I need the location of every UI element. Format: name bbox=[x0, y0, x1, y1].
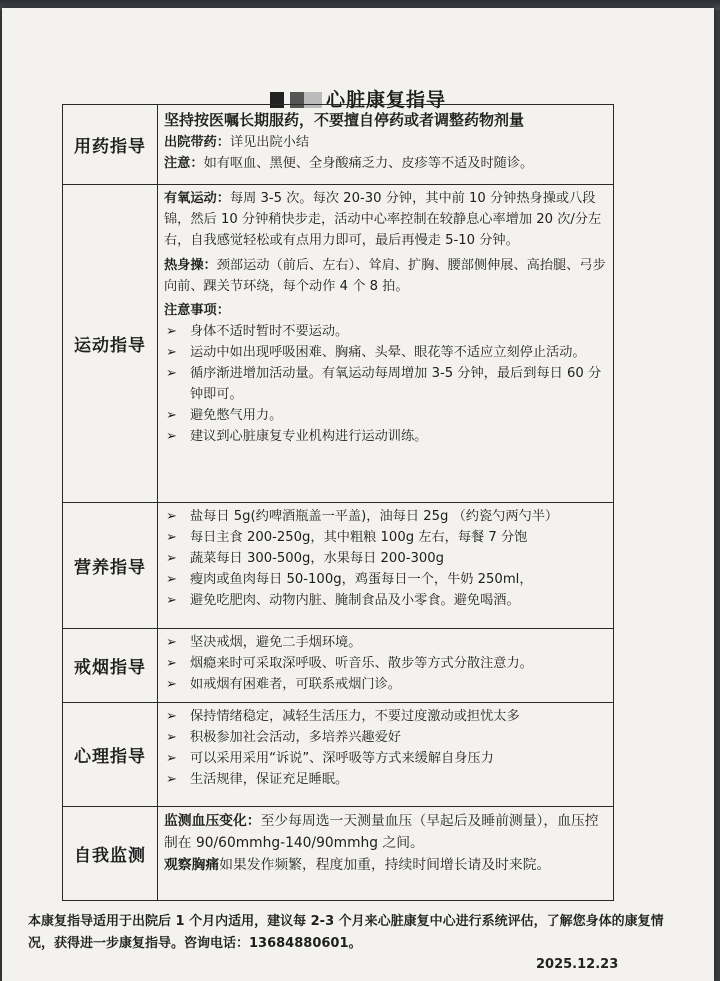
note-text: 如有呕血、黑便、全身酸痛乏力、皮疹等不适及时随诊。 bbox=[203, 156, 534, 171]
list-item: ➢ 避免憋气用力。 bbox=[164, 405, 607, 426]
list-item: ➢ 烟瘾来时可采取深呼吸、听音乐、散步等方式分散注意力。 bbox=[164, 653, 607, 674]
row-smoking bbox=[63, 629, 614, 703]
exercise-notes-label: 注意事项： bbox=[164, 303, 230, 318]
label-psychology: 心理指导 bbox=[63, 703, 158, 807]
list-item: ➢ 保持情绪稳定，减轻生活压力，不要过度激动或担忧太多 bbox=[164, 706, 607, 727]
label-medication: 用药指导 bbox=[63, 105, 158, 185]
list-item: ➢ 循序渐进增加活动量。有氧运动每周增加 3-5 分钟，最后到每日 60 分钟即可。 bbox=[164, 363, 607, 405]
guide-table bbox=[62, 104, 614, 901]
list-item: ➢ 运动中如出现呼吸困难、胸痛、头晕、眼花等不适应立刻停止活动。 bbox=[164, 342, 607, 363]
list-item: ➢ 盐每日 5g(约啤酒瓶盖一平盖)，油每日 25g （约瓷勺两勺半） bbox=[164, 506, 607, 527]
page-title-text: 心脏康复指导 bbox=[325, 89, 446, 111]
chest-label: 观察胸痛 bbox=[164, 857, 220, 873]
document-date: 2025.12.23 bbox=[536, 957, 619, 972]
medication-note bbox=[164, 153, 607, 174]
note-label: 注意： bbox=[164, 156, 204, 171]
list-item: ➢ 避免吃肥肉、动物内脏、腌制食品及小零食。避免喝酒。 bbox=[164, 590, 607, 611]
list-item: ➢ 可以采用采用“诉说”、深呼吸等方式来缓解自身压力 bbox=[164, 748, 607, 769]
psychology-list bbox=[164, 706, 607, 790]
medication-discharge bbox=[164, 132, 607, 153]
row-exercise bbox=[63, 185, 614, 503]
exercise-notes-list bbox=[164, 321, 607, 447]
content-exercise bbox=[158, 185, 614, 503]
row-medication bbox=[63, 105, 614, 185]
footer-note: 本康复指导适用于出院后 1 个月内适用，建议每 2-3 个月来心脏康复中心进行系统评估，了解您身体的康复情况，获得进一步康复指导。咨询电话：13684880601。 bbox=[28, 914, 664, 951]
bp-label: 监测血压变化： bbox=[164, 813, 261, 829]
bp-text: 至少每周选一天测量血压（早起后及睡前测量），血压控制在 90/60mmhg-140/90mmhg 之间。 bbox=[164, 813, 599, 851]
bp-paragraph bbox=[164, 810, 607, 854]
content-smoking bbox=[158, 629, 614, 703]
aerobic-paragraph bbox=[164, 188, 607, 251]
list-item: ➢ 积极参加社会活动，多培养兴趣爱好 bbox=[164, 727, 607, 748]
content-medication bbox=[158, 105, 614, 185]
content-monitoring bbox=[158, 807, 614, 901]
medication-main: 坚持按医嘱长期服药，不要擅自停药或者调整药物剂量 bbox=[164, 111, 525, 129]
label-nutrition: 营养指导 bbox=[63, 503, 158, 629]
discharge-label: 出院带药： bbox=[164, 135, 230, 150]
warmup-label: 热身操： bbox=[164, 258, 217, 273]
list-item: ➢ 身体不适时暂时不要运动。 bbox=[164, 321, 607, 342]
aerobic-text: 每周 3-5 次。每次 20-30 分钟，其中前 10 分钟热身操或八段锦，然后 10 分钟稍快步走，活动中心率控制在较静息心率增加 20 次/分左右，自我感觉轻松或有点用力即可，最后再慢走 5-10 分钟。 bbox=[164, 191, 602, 248]
list-item: ➢ 建议到心脏康复专业机构进行运动训练。 bbox=[164, 426, 607, 447]
chest-paragraph bbox=[164, 854, 607, 876]
row-monitoring bbox=[63, 807, 614, 901]
nutrition-list bbox=[164, 506, 607, 611]
smoking-list bbox=[164, 632, 607, 695]
content-psychology bbox=[158, 703, 614, 807]
row-nutrition bbox=[63, 503, 614, 629]
content-nutrition bbox=[158, 503, 614, 629]
warmup-text: 颈部运动（前后、左右）、耸肩、扩胸、腰部侧伸展、高抬腿、弓步向前、踝关节环绕，每个动作 4 个 8 拍。 bbox=[164, 258, 606, 294]
list-item: ➢ 如戒烟有困难者，可联系戒烟门诊。 bbox=[164, 674, 607, 695]
row-psychology bbox=[63, 703, 614, 807]
discharge-text: 详见出院小结 bbox=[229, 135, 310, 150]
list-item: ➢ 每日主食 200-250g，其中粗粮 100g 左右，每餐 7 分饱 bbox=[164, 527, 607, 548]
list-item: ➢ 蔬菜每日 300-500g，水果每日 200-300g bbox=[164, 548, 607, 569]
label-smoking: 戒烟指导 bbox=[63, 629, 158, 703]
list-item: ➢ 生活规律，保证充足睡眠。 bbox=[164, 769, 607, 790]
list-item: ➢ 坚决戒烟，避免二手烟环境。 bbox=[164, 632, 607, 653]
paper-sheet bbox=[2, 8, 714, 981]
warmup-paragraph bbox=[164, 255, 607, 297]
label-exercise: 运动指导 bbox=[63, 185, 158, 503]
aerobic-label: 有氧运动： bbox=[164, 191, 230, 206]
label-monitoring: 自我监测 bbox=[63, 807, 158, 901]
list-item: ➢ 瘦肉或鱼肉每日 50-100g，鸡蛋每日一个，牛奶 250ml， bbox=[164, 569, 607, 590]
chest-text: 如果发作频繁，程度加重，持续时间增长请及时来院。 bbox=[219, 857, 551, 873]
